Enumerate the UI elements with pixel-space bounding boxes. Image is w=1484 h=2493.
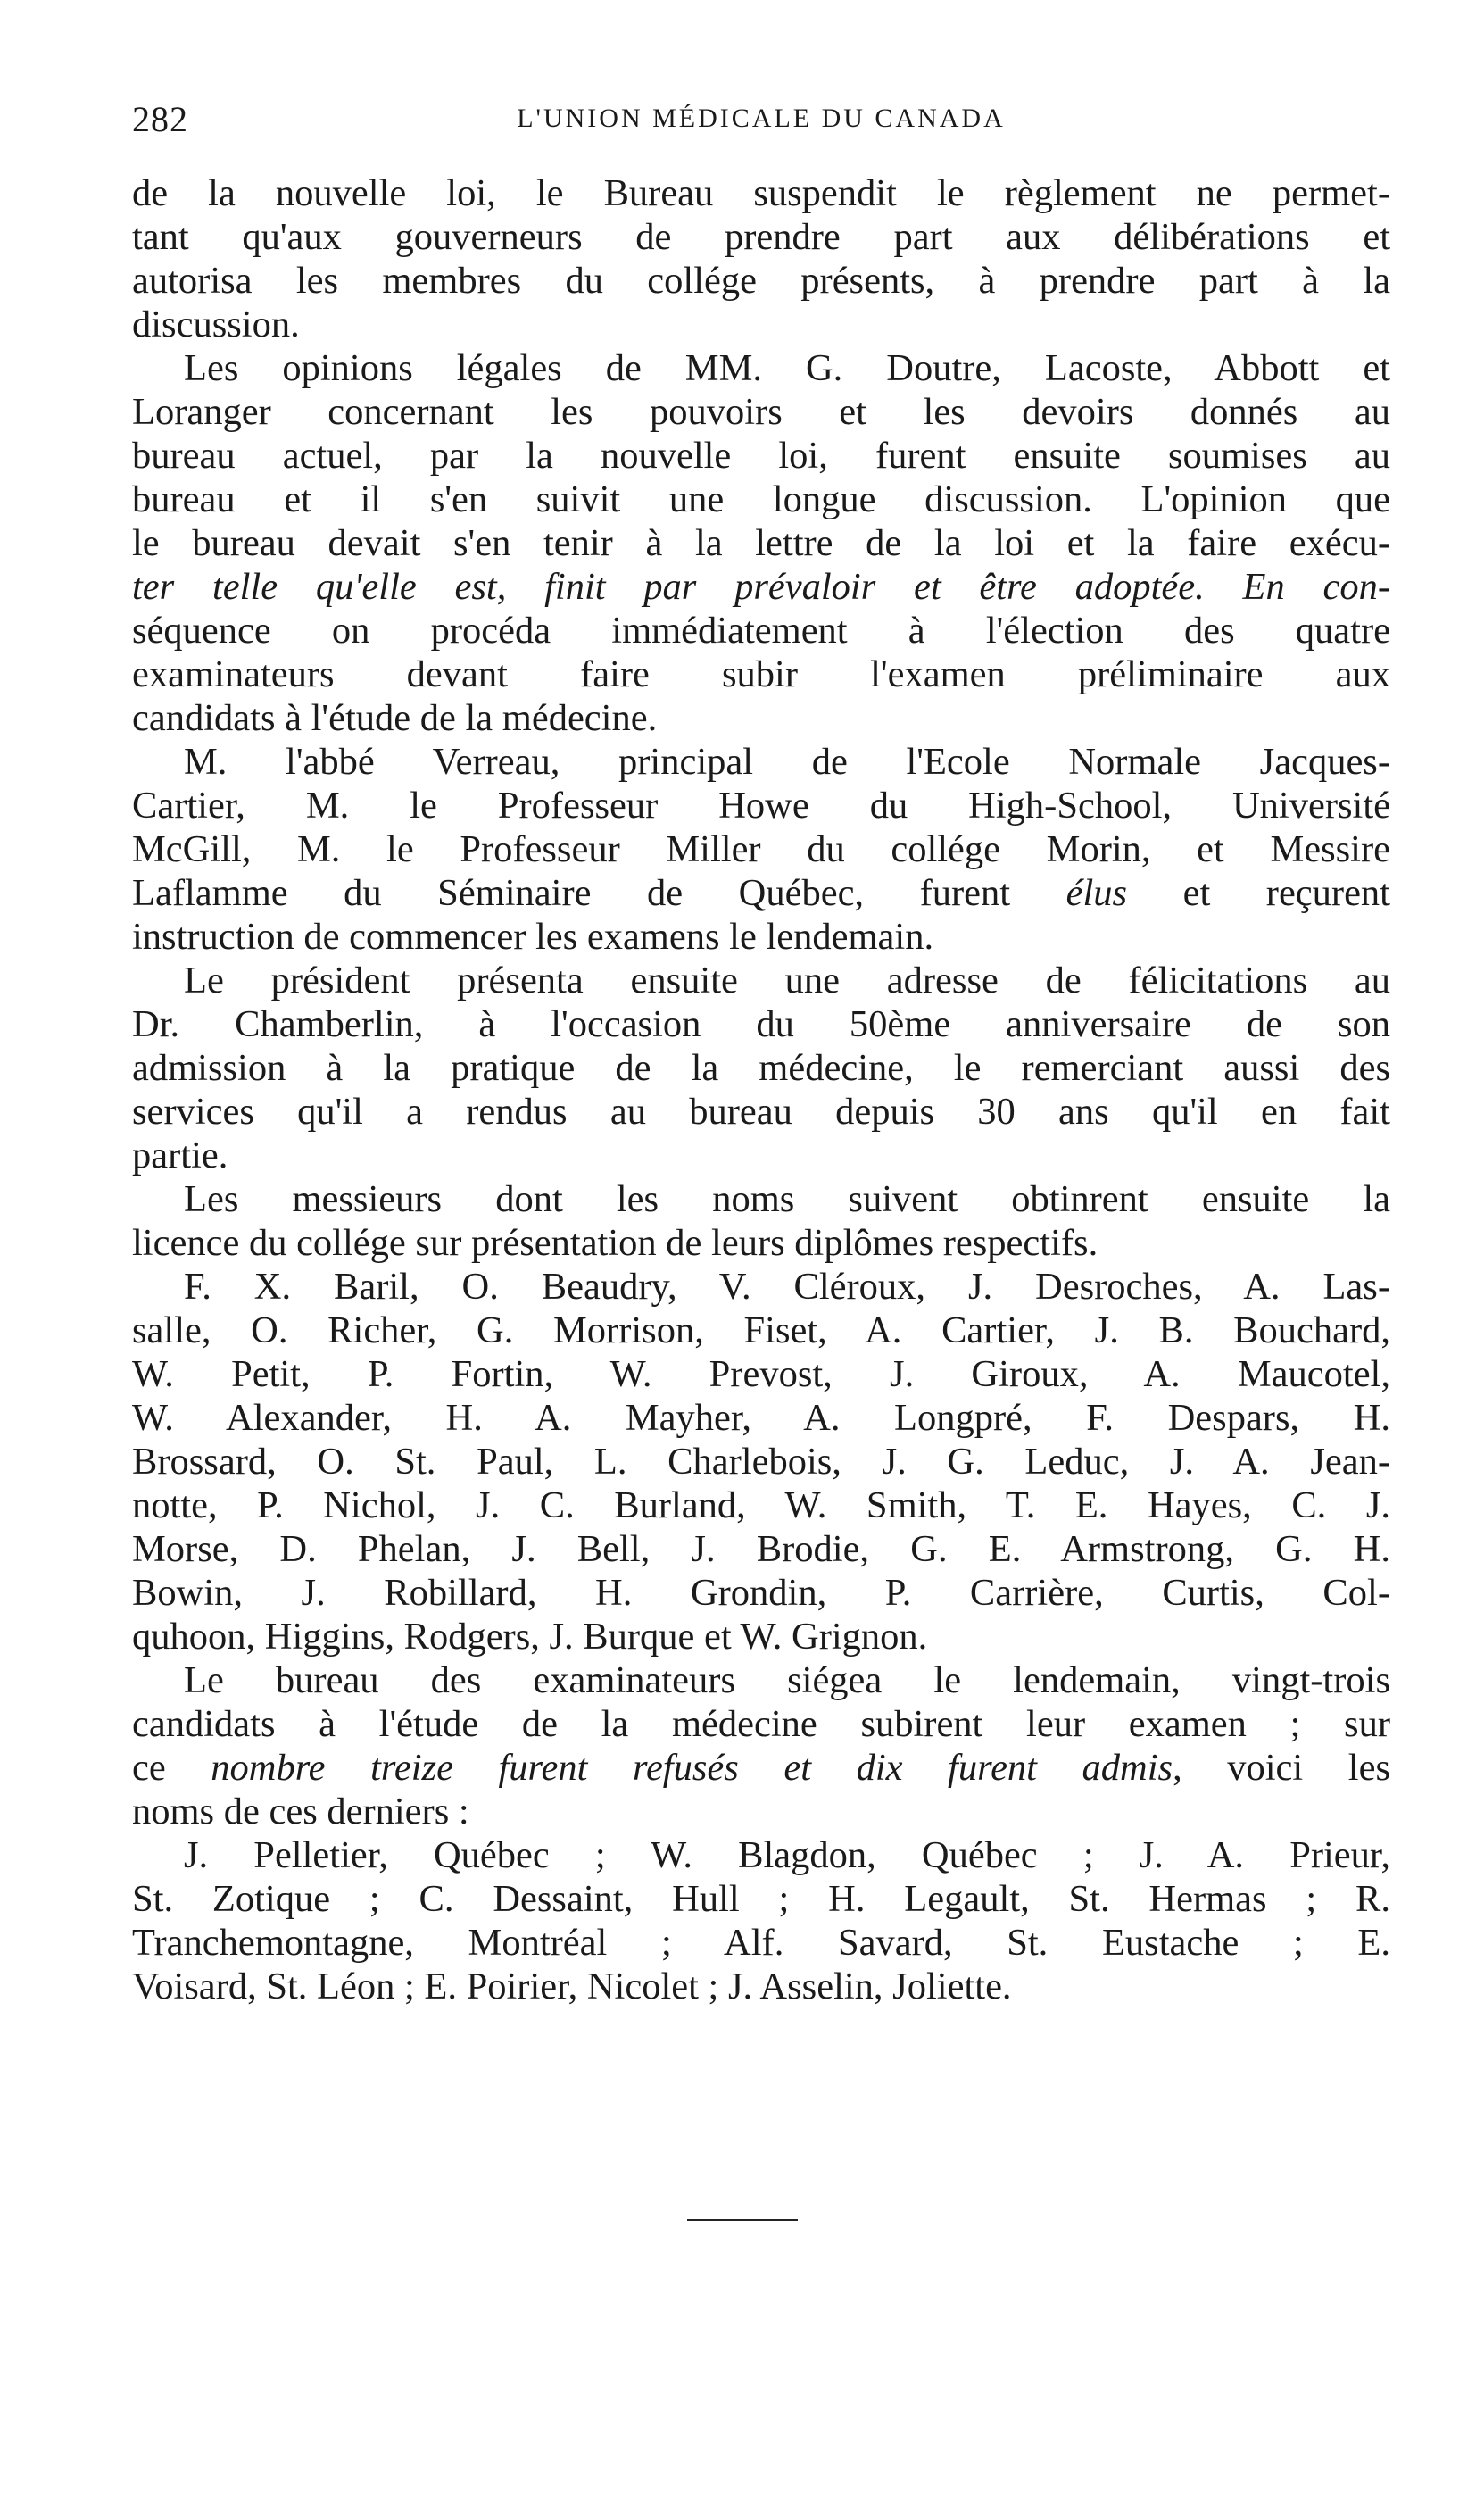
text-line: bureau actuel, par la nouvelle loi, furent ensuite soumises au <box>132 435 1390 477</box>
text-line: de la nouvelle loi, le Bureau suspendit le règlement ne permet- <box>132 172 1390 214</box>
text-line: le bureau devait s'en tenir à la lettre de la loi et la faire exécu- <box>132 522 1390 564</box>
text-line: Cartier, M. le Professeur Howe du High-School, Université <box>132 785 1390 827</box>
text-line: candidats à l'étude de la médecine subirent leur examen ; sur <box>132 1703 1390 1745</box>
text-line: salle, O. Richer, G. Morrison, Fiset, A. Cartier, J. B. Bouchard, <box>132 1309 1390 1351</box>
text-line: Les opinions légales de MM. G. Doutre, Lacoste, Abbott et <box>184 347 1390 389</box>
text-line: examinateurs devant faire subir l'examen préliminaire aux <box>132 653 1390 695</box>
end-rule <box>687 2219 798 2221</box>
text-line: services qu'il a rendus au bureau depuis 30 ans qu'il en fait <box>132 1091 1390 1133</box>
text-line: admission à la pratique de la médecine, le remerciant aussi des <box>132 1047 1390 1089</box>
text-run: ce <box>132 1747 211 1789</box>
text-line: Brossard, O. St. Paul, L. Charlebois, J. G. Leduc, J. A. Jean- <box>132 1441 1390 1483</box>
text-run: et reçurent <box>1127 872 1390 914</box>
text-line: M. l'abbé Verreau, principal de l'Ecole Normale Jacques- <box>184 741 1390 783</box>
text-line: Les messieurs dont les noms suivent obtinrent ensuite la <box>184 1178 1390 1220</box>
text-line: J. Pelletier, Québec ; W. Blagdon, Québec ; J. A. Prieur, <box>184 1834 1390 1876</box>
text-line: partie. <box>132 1134 228 1176</box>
text-line: autorisa les membres du collége présents, à prendre part à la <box>132 260 1390 302</box>
text-run: , voici les <box>1173 1747 1390 1789</box>
text-line: Voisard, St. Léon ; E. Poirier, Nicolet ; J. Asselin, Joliette. <box>132 1965 1012 2007</box>
running-head <box>132 98 1390 148</box>
text-line <box>132 871 1390 915</box>
text-line: séquence on procéda immédiatement à l'élection des quatre <box>132 610 1390 652</box>
text-line <box>132 1746 1390 1790</box>
text-run: Laflamme du Séminaire de Québec, furent <box>132 872 1066 914</box>
text-line: F. X. Baril, O. Beaudry, V. Cléroux, J. Desroches, A. Las- <box>184 1266 1390 1308</box>
text-line: discussion. <box>132 303 300 345</box>
text-line: Le bureau des examinateurs siégea le lendemain, vingt-trois <box>184 1659 1390 1701</box>
body-text <box>132 171 1390 2008</box>
page-number: 282 <box>132 99 188 139</box>
text-line: Bowin, J. Robillard, H. Grondin, P. Carrière, Curtis, Col- <box>132 1572 1390 1614</box>
italic-run: nombre treize furent refusés et dix furent admis <box>211 1747 1173 1789</box>
journal-title: L'UNION MÉDICALE DU CANADA <box>517 104 1006 133</box>
text-line: instruction de commencer les examens le lendemain. <box>132 916 934 958</box>
text-line: Tranchemontagne, Montréal ; Alf. Savard, St. Eustache ; E. <box>132 1922 1390 1964</box>
text-line: Dr. Chamberlin, à l'occasion du 50ème anniversaire de son <box>132 1003 1390 1045</box>
text-line: licence du collége sur présentation de leurs diplômes respectifs. <box>132 1222 1098 1264</box>
text-line: notte, P. Nichol, J. C. Burland, W. Smith, T. E. Hayes, C. J. <box>132 1484 1390 1526</box>
document-page <box>132 98 1390 2008</box>
text-line: bureau et il s'en suivit une longue discussion. L'opinion que <box>132 478 1390 520</box>
text-line: St. Zotique ; C. Dessaint, Hull ; H. Legault, St. Hermas ; R. <box>132 1878 1390 1920</box>
text-line: tant qu'aux gouverneurs de prendre part aux délibérations et <box>132 216 1390 258</box>
text-line: noms de ces derniers : <box>132 1791 469 1832</box>
italic-run: élus <box>1065 872 1128 914</box>
text-line: candidats à l'étude de la médecine. <box>132 697 658 739</box>
text-line: Morse, D. Phelan, J. Bell, J. Brodie, G. E. Armstrong, G. H. <box>132 1528 1390 1570</box>
text-line: Loranger concernant les pouvoirs et les devoirs donnés au <box>132 391 1390 433</box>
text-line: Le président présenta ensuite une adresse de félicitations au <box>184 960 1390 1001</box>
text-line: W. Alexander, H. A. Mayher, A. Longpré, F. Despars, H. <box>132 1397 1390 1439</box>
italic-run: ter telle qu'elle est, finit par prévaloir et être adoptée. En con- <box>132 566 1390 608</box>
text-line <box>132 565 1390 609</box>
text-line: W. Petit, P. Fortin, W. Prevost, J. Giroux, A. Maucotel, <box>132 1353 1390 1395</box>
text-line: quhoon, Higgins, Rodgers, J. Burque et W. Grignon. <box>132 1616 928 1658</box>
text-line: McGill, M. le Professeur Miller du collége Morin, et Messire <box>132 828 1390 870</box>
